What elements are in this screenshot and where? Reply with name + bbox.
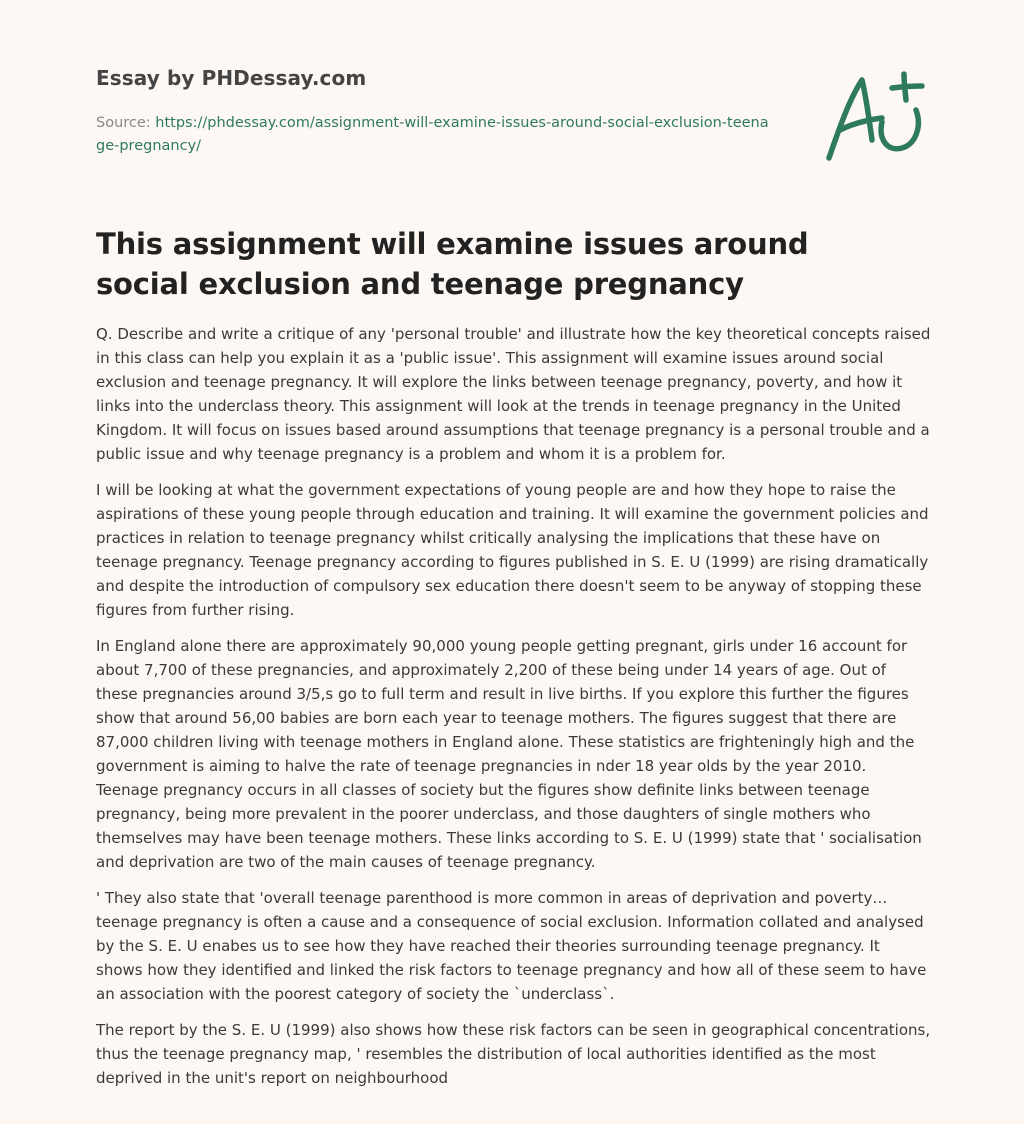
essay-paragraph: The report by the S. E. U (1999) also shows how these risk factors can be seen in geographical concentrations, thus the teenage pregnancy map, ' resembles the distribution of local authorities identified as the most deprived in the unit's report on neighbourhood — [96, 1021, 931, 1087]
essay-paragraph: In England alone there are approximately 90,000 young people getting pregnant, girls under 16 account for about 7,700 of these pregnancies, and approximately 2,200 of these being under 14 years of age. Out of these pregnancies around 3/5,s go to full term and result in live births. If you explore this further the figures show that around 56,00 babies are born each year to teenage mothers. The figures suggest that there are 87,000 children living with teenage mothers in England alone. These statistics are frighteningly high and the government is aiming to halve the rate of teenage pregnancies in nder 18 year olds by the year 2010. Teenage pregnancy occurs in all classes of society but the figures show definite links between teenage pregnancy, being more prevalent in the poorer underclass, and those daughters of single mothers who themselves may have been teenage mothers. These links according to S. E. U (1999) state that ' socialisation and deprivation are two of the main causes of teenage pregnancy. — [96, 637, 922, 871]
a-plus-logo-icon[interactable] — [822, 66, 932, 166]
site-title: Essay by PHDessay.com — [96, 66, 367, 90]
source-line — [96, 112, 776, 158]
essay-paragraph: I will be looking at what the government expectations of young people are and how they hope to raise the aspirations of these young people through education and training. It will examine the government policies and practices in relation to teenage pregnancy whilst critically analysing the implications that these have on teenage pregnancy. Teenage pregnancy according to figures published in S. E. U (1999) are rising dramatically and despite the introduction of compulsory sex education there doesn't seem to be anyway of stopping these figures from further rising. — [96, 481, 929, 619]
essay-paragraph: Q. Describe and write a critique of any 'personal trouble' and illustrate how the key theoretical concepts raised in this class can help you explain it as a 'public issue'. This assignment will examine issues around social exclusion and teenage pregnancy. It will explore the links between teenage pregnancy, poverty, and how it links into the underclass theory. This assignment will look at the trends in teenage pregnancy in the United Kingdom. It will focus on issues based around assumptions that teenage pregnancy is a personal trouble and a public issue and why teenage pregnancy is a problem and whom it is a problem for. — [96, 325, 931, 463]
essay-title: This assignment will examine issues around social exclusion and teenage pregnancy — [96, 227, 809, 301]
essay-body — [96, 322, 931, 1102]
essay-paragraph: ' They also state that 'overall teenage parenthood is more common in areas of deprivation and poverty… teenage pregnancy is often a cause and a consequence of social exclusion. Information collated and analysed by the S. E. U enabes us to see how they have reached their theories surrounding teenage pregnancy. It shows how they identified and linked the risk factors to teenage pregnancy and how all of these seem to have an association with the poorest category of society the `underclass`. — [96, 889, 927, 1003]
a-plus-logo-graphic — [822, 66, 932, 166]
source-label: Source: — [96, 115, 156, 131]
source-link[interactable]: https://phdessay.com/assignment-will-examine-issues-around-social-exclusion-teenage-pregnancy/ — [96, 115, 769, 154]
